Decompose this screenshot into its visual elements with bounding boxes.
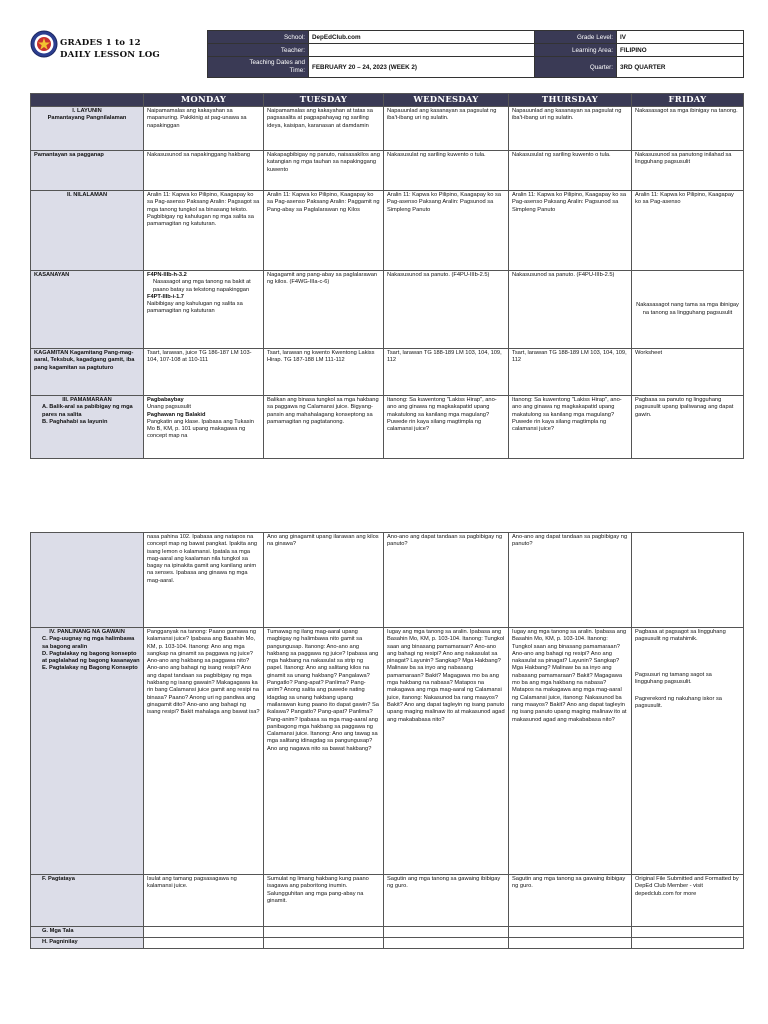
learning-area-label: Learning Area: (535, 44, 617, 57)
header-info-table (207, 30, 744, 78)
label-pagninilay: H. Pagninilay (31, 938, 144, 949)
row-pagninilay (31, 938, 744, 949)
cell-pagtataya-fri: Original File Submitted and Formatted by DepEd Club Member - visit depedclub.com for more (632, 875, 744, 927)
cell-kasanayan-fri: Nakasasagot nang tama sa mga ibinigay na tanong sa lingguhang pagsusulit (632, 271, 744, 349)
cell-pagganap-thu: Nakasusulat ng sariling kuwento o tula. (509, 151, 632, 191)
day-tuesday: TUESDAY (264, 94, 384, 107)
cell-pagtataya-thu: Sagutin ang mga tanong sa gawaing ibibigay ng guro. (509, 875, 632, 927)
cell-kagamitan-tue: Tsart, larawan ng kwento Kwentong Lakiss Hirap. TG 187-188 LM 111-112 (264, 349, 384, 396)
label-pagganap: Pamantayan sa pagganap (31, 151, 144, 191)
lesson-table-page1 (30, 93, 744, 459)
cell-pagganap-mon: Nakasusunod sa napakinggang hakbang (144, 151, 264, 191)
lesson-table-page2 (30, 532, 744, 949)
cell-continued-wed: Ano-ano ang dapat tandaan sa pagbibigay ng panuto? (384, 533, 509, 628)
teaching-dates-value: FEBRUARY 20 – 24, 2023 (WEEK 2) (309, 57, 535, 78)
cell-pagninilay-mon (144, 938, 264, 949)
cell-nilalaman-tue: Aralin 11: Kapwa ko Pilipino, Kaagapay ko sa Pag-asenso Paksang Aralin: Paggamit ng Pang-abay sa Paglalarawan ng Kilos (264, 191, 384, 271)
lesson-log-header (30, 30, 743, 77)
grade-level-label: Grade Level: (535, 31, 617, 44)
cell-kagamitan-fri: Worksheet (632, 349, 744, 396)
cell-pagninilay-wed (384, 938, 509, 949)
cell-layunin-fri: Nakasasagot sa mga ibinigay na tanong. (632, 107, 744, 151)
cell-layunin-thu: Napauunlad ang kasanayan sa pagsulat ng iba't-ibang uri ng sulatin. (509, 107, 632, 151)
cell-tala-fri (632, 927, 744, 938)
cell-pamamaraan-mon: Pagbabaybay Unang pagsusulit Paghawan ng Balakid Pangkatin ang klase. Ipabasa ang Tukasin Mo B, KM, p. 101 upang makagawa ng concept map na (144, 396, 264, 459)
learning-area-value: FILIPINO (617, 44, 744, 57)
teacher-value (309, 44, 535, 57)
cell-panlinang-tue: Tumawag ng ilang mag-aaral upang magbigay ng halimbawa nito gamit sa pangungusap. Itanong: Ano-ano ang hakbang sa paggawa ng juice? Ipabasa ang mga hakbang na nakasulat sa strip ng papel. Itanong: Ano ang salitang kilos na ginamit sa unang hakbang? Pangalawa? Pangatlo? Pang-apat? Panlima? Pang-anim? Anong salita ang puwede nating idagdag sa unang hakbang upang mailarawan kung paano ito dapat gawin? Sa ikalawa? Pangatlo? Pang-apat? Panlima? Pang-anim? Ipabasa sa mga mag-aaral ang panibagong mga hakbang sa paggawa ng Calamansi juice. Itanong: Ano ang tawag sa mga salitang idinagdag sa pangungusap? Ano ang nagawa nito sa bawat hakbang? (264, 628, 384, 875)
cell-tala-tue (264, 927, 384, 938)
label-kagamitan: KAGAMITAN Kagamitang Pang-mag-aaral, Teksbuk, kagadgang gamit, iba pang kagamitan sa pagtuturo (31, 349, 144, 396)
label-continued (31, 533, 144, 628)
cell-tala-thu (509, 927, 632, 938)
day-monday: MONDAY (144, 94, 264, 107)
row-mga-tala (31, 927, 744, 938)
grade-level-value: IV (617, 31, 744, 44)
cell-pagtataya-wed: Sagutin ang mga tanong sa gawaing ibibigay ng guro. (384, 875, 509, 927)
row-pagtataya (31, 875, 744, 927)
cell-panlinang-wed: Iugay ang mga tanong sa aralin. Ipabasa ang Basahin Mo, KM, p. 103-104. Itanong: Tungkol saan ang binasang pamamaraan? Ano-ano ang bahagi ng resipi? Ano ang nakasulat sa pinagat? Layunin? Sangkap? Mga Hakbang? Malinaw ba sa inyo ang nabasang pamamaraan? Bakit? Magagawa mo ba ang mga hakbang na nabasa? Matapos na makagawa ang mga mag-aaral ng Calamansi juice, itanong: Nakasunod ba rang maayos? Bakit? Ano ang dapat tagleyin ng isang panuto upang maging malinaw ito at makasunod agad ang makababasa nito? (384, 628, 509, 875)
cell-kagamitan-mon: Tsart, larawan, juice TG 186-187 LM 103-104, 107-108 at 110-111 (144, 349, 264, 396)
cell-continued-mon: nasa pahina 102. Ipabasa ang natapos na concept map ng bawat pangkat. Ipakita ang isang lemon o kalamansi. Ipatala sa mga mag-aaral ang kaalaman nila tungkol sa bagay na ipinakita gamit ang kanilang anim na senses. Ipabasa ang ginawa ng mga mag-aaral. (144, 533, 264, 628)
label-nilalaman: II. NILALAMAN (31, 191, 144, 271)
cell-layunin-tue: Naipamamalas ang kakayahan at tatas sa pagsasalita at pagpapahayag ng sariling ideya, kaisipan, karanasan at damdamin (264, 107, 384, 151)
row-nilalaman (31, 191, 744, 271)
teaching-dates-label: Teaching Dates and Time: (208, 57, 309, 78)
cell-nilalaman-thu: Aralin 11: Kapwa ko Pilipino, Kaagapay ko sa Pag-asenso Paksang Aralin: Pagsunod sa Simpleng Panuto (509, 191, 632, 271)
cell-layunin-wed: Napauunlad ang kasanayan sa pagsulat ng iba't-ibang uri ng sulatin. (384, 107, 509, 151)
cell-tala-wed (384, 927, 509, 938)
label-panlinang: IV. PANLINANG NA GAWAIN C. Pag-uugnay ng mga halimbawa sa bagong aralin D. Pagtalakay ng bagong konsepto at paglalahad ng bagong kasanayan E. Pagtalakay ng Bagong Konsepto (31, 628, 144, 875)
label-pamamaraan: III. PAMAMARAAN A. Balik-aral sa pabibigay ng mga pares na salita B. Paghahabi sa layunin (31, 396, 144, 459)
row-pamamaraan (31, 396, 744, 459)
cell-pagninilay-thu (509, 938, 632, 949)
row-panlinang (31, 628, 744, 875)
school-label: School: (208, 31, 309, 44)
cell-kasanayan-mon: F4PN-IIIb-h-3.2 Nasasagot ang mga tanong na bakit at paano batay sa tekstong napakinggan F4PT-IIIb-i-1.7 Naibibigay ang kahulugan ng salita sa pamamagitan ng katuturan (144, 271, 264, 349)
cell-pagninilay-fri (632, 938, 744, 949)
cell-pamamaraan-wed: Itanong: Sa kuwentong "Lakiss Hirap", ano-ano ang ginawa ng magkakapatid upang makatulong sa kanilang mga magulang? Puwede rin kaya silang magtimpla ng calamansi juice? (384, 396, 509, 459)
cell-kasanayan-tue: Nagagamit ang pang-abay sa paglalarawan ng kilos. (F4WG-IIIa-c-6) (264, 271, 384, 349)
row-layunin (31, 107, 744, 151)
cell-nilalaman-mon: Aralin 11: Kapwa ko Pilipino, Kaagapay ko sa Pag-asenso Paksang Aralin: Pagsagot sa mga tanong tungkol sa binasang teksto. Pagbibigay ng kahulugan ng mga salita sa pamamagitan ng katuturan. (144, 191, 264, 271)
deped-seal-icon (30, 30, 58, 58)
cell-nilalaman-fri: Aralin 11: Kapwa ko Pilipino, Kaagapay ko sa Pag-asenso (632, 191, 744, 271)
document-title: GRADES 1 to 12 DAILY LESSON LOG (60, 38, 160, 60)
cell-pamamaraan-thu: Itanong: Sa kuwentong "Lakiss Hirap", ano-ano ang ginawa ng magkakapatid upang makatulong sa kanilang mga magulang? Puwede rin kaya silang magtimpla ng calamansi juice? (509, 396, 632, 459)
day-thursday: THURSDAY (509, 94, 632, 107)
row-kagamitan (31, 349, 744, 396)
row-pagganap (31, 151, 744, 191)
cell-kasanayan-wed: Nakasusunod sa panuto. (F4PU-IIIb-2.5) (384, 271, 509, 349)
label-layunin: I. LAYUNIN Pamantayang Pangnilalaman (31, 107, 144, 151)
cell-layunin-mon: Naipamamalas ang kakayahan sa mapanuring. Pakikinig at pag-unawa sa napakinggan (144, 107, 264, 151)
day-header-row (31, 94, 744, 107)
header-blank (31, 94, 144, 107)
teacher-label: Teacher: (208, 44, 309, 57)
cell-pagtataya-mon: Isulat ang tamang pagsasagawa ng kalamansi juice. (144, 875, 264, 927)
label-mga-tala: G. Mga Tala (31, 927, 144, 938)
school-value: DepEdClub.com (309, 31, 535, 44)
quarter-label: Quarter: (535, 57, 617, 78)
cell-pagganap-wed: Nakasusulat ng sariling kuwento o tula. (384, 151, 509, 191)
cell-tala-mon (144, 927, 264, 938)
cell-kagamitan-wed: Tsart, larawan TG 188-189 LM 103, 104, 109, 112 (384, 349, 509, 396)
day-friday: FRIDAY (632, 94, 744, 107)
cell-panlinang-fri: Pagbasa at pagsagot sa lingguhang pagsusulit ng matahimik. Pagsusuri ng tamang sagot sa lingguhang pagsusulit. Pagrerekord ng nakuhang iskor sa pagsusulit. (632, 628, 744, 875)
cell-pagtataya-tue: Sumulat ng limang hakbang kung paano isagawa ang paboritong inumin. Salungguhitan ang mga pang-abay na ginamit. (264, 875, 384, 927)
row-kasanayan (31, 271, 744, 349)
cell-nilalaman-wed: Aralin 11: Kapwa ko Pilipino, Kaagapay ko sa Pag-asenso Paksang Aralin: Pagsunod sa Simpleng Panuto (384, 191, 509, 271)
cell-panlinang-mon: Pangganyak na tanong: Paano gumawa ng kalamansi juice? Ipabasa ang Basahin Mo, KM, p. 103-104. Itanong: Ano ang mga sangkap na ginamit sa paggawa ng juice? Ano-ano ang hakbang sa paggawa nito? Ano-ano ang bahagi ng isang resipi? Ano ang dapat tandaan sa pagbibigay ng mga hakbang ng isang gawain? Makagagawa ka rin bang Calamansi juice gamit ang resipi na binasa? Paano? Anong uri ng pandiwa ang ginagamit dito? Ano-ano ang bahagi ng isang resipi? Bakit mahalaga ang bawat isa? (144, 628, 264, 875)
cell-kagamitan-thu: Tsart, larawan TG 188-189 LM 103, 104, 109, 112 (509, 349, 632, 396)
cell-kasanayan-thu: Nakasusunod sa panuto. (F4PU-IIIb-2.5) (509, 271, 632, 349)
label-pagtataya: F. Pagtataya (31, 875, 144, 927)
cell-pagninilay-tue (264, 938, 384, 949)
cell-pamamaraan-tue: Balikan ang binasa tungkol sa mga hakbang sa paggawa ng Calamansi juice. Bigyang-pansin ang mahahalagang konseptong sa pamamagitan ng pagtatanong. (264, 396, 384, 459)
label-kasanayan: KASANAYAN (31, 271, 144, 349)
row-continued (31, 533, 744, 628)
cell-pagganap-fri: Nakasusunod sa panutong inilahad sa lingguhang pagsusulit (632, 151, 744, 191)
quarter-value: 3RD QUARTER (617, 57, 744, 78)
cell-pamamaraan-fri: Pagbasa sa panuto ng lingguhang pagsusulit upang ipaliwanag ang dapat gawin. (632, 396, 744, 459)
cell-continued-thu: Ano-ano ang dapat tandaan sa pagbibigay ng panuto? (509, 533, 632, 628)
day-wednesday: WEDNESDAY (384, 94, 509, 107)
cell-panlinang-thu: Iugay ang mga tanong sa aralin. Ipabasa ang Basahin Mo, KM, p. 103-104. Itanong: Tungkol saan ang binasang pamamaraan? Ano-ano ang bahagi ng resipi? Ano ang nakasulat sa pinagat? Layunin? Sangkap? Mga Hakbang? Malinaw ba sa inyo ang nabasang pamamaraan? Bakit? Magagawa mo ba ang mga hakbang na nabasa? Matapos na makagawa ang mga mag-aaral ng Calamansi juice, itanong: Nakasunod ba rang maayos? Bakit? Ano ang dapat tagleyin ng isang panuto upang maging malinaw ito at makasunod agad ang makababasa nito? (509, 628, 632, 875)
cell-continued-tue: Ano ang ginagamit upang ilarawan ang kilos na ginawa? (264, 533, 384, 628)
cell-pagganap-tue: Nakapagbibigay ng panuto, naisasakilos ang katangian ng mga tauhan sa napakinggang kuwento (264, 151, 384, 191)
cell-continued-fri (632, 533, 744, 628)
